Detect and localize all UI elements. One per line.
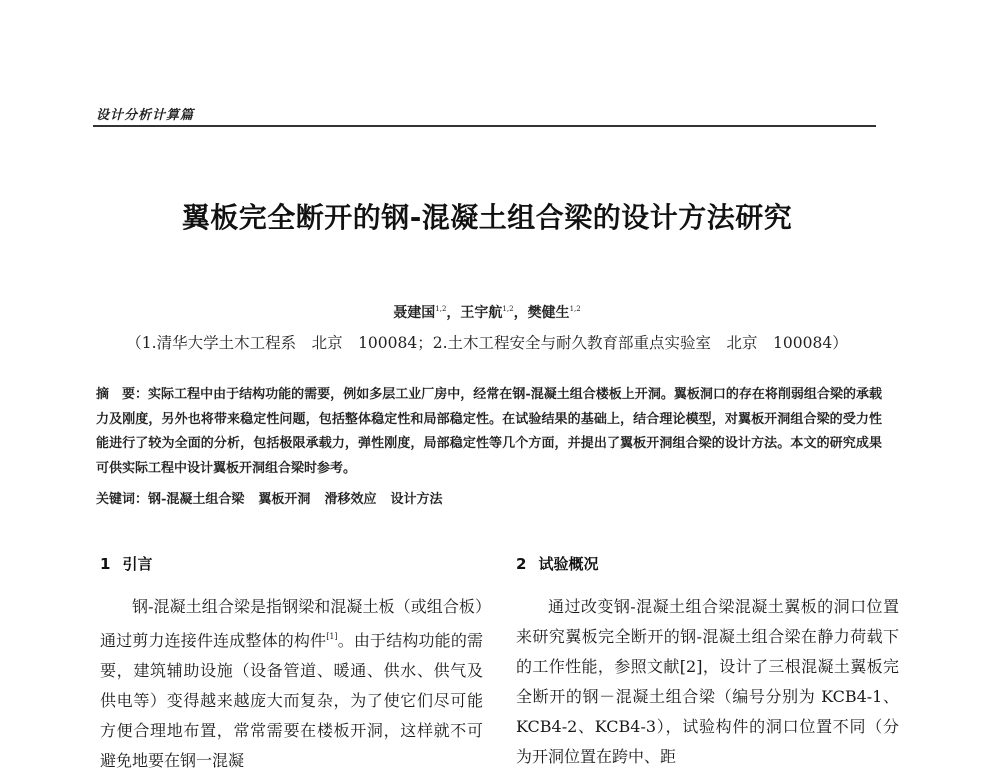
author-name: 樊健生 bbox=[527, 305, 570, 321]
keyword: 钢-混凝土组合梁 bbox=[148, 492, 245, 507]
section-title: 试验概况 bbox=[538, 555, 599, 573]
paragraph-text: 钢-混凝土组合梁是指钢梁和混凝土板（或组合板）通过剪力连接件连成整体的构件 bbox=[100, 597, 483, 650]
affiliation: （1.清华大学土木工程系 北京 100084；2.土木工程安全与耐久教育部重点实验室 北京 100084） bbox=[126, 334, 848, 352]
header-rule bbox=[93, 125, 876, 127]
section-heading-introduction bbox=[100, 553, 152, 574]
section-number: 1 bbox=[100, 555, 111, 573]
body-column-left bbox=[100, 592, 483, 776]
keyword: 翼板开洞 bbox=[258, 492, 311, 507]
author-separator: ， bbox=[513, 305, 528, 321]
running-head: 设计分析计算篇 bbox=[96, 108, 195, 123]
keyword: 设计方法 bbox=[390, 492, 443, 507]
abstract bbox=[96, 383, 882, 481]
author-list bbox=[0, 302, 974, 322]
author-affil-marker: 1,2 bbox=[502, 305, 514, 313]
paragraph bbox=[100, 592, 483, 776]
author-affil-marker: 1,2 bbox=[435, 305, 447, 313]
author-name: 聂建国 bbox=[393, 305, 436, 321]
abstract-label: 摘 要： bbox=[96, 387, 149, 402]
citation-ref: [1] bbox=[326, 632, 338, 641]
paragraph-text: 。由于结构功能的需要，建筑辅助设施（设备管道、暖通、供水、供气及供电等）变得越来越庞大而复杂，为了使它们尽可能方便合理地布置，常常需要在楼板开洞，这样就不可避免地要在钢一混凝 bbox=[100, 631, 483, 770]
paragraph-text: 通过改变钢-混凝土组合梁混凝土翼板的洞口位置来研究翼板完全断开的钢-混凝土组合梁在静力荷载下的工作性能，参照文献[2]，设计了三根混凝土翼板完全断开的钢－混凝土组合梁（编号分别为 KCB4-1、KCB4-2、KCB4-3），试验构件的洞口位置不同（分为开洞位置在跨中、距 bbox=[516, 597, 899, 766]
keyword: 滑移效应 bbox=[324, 492, 377, 507]
keywords-label: 关键词： bbox=[96, 492, 149, 507]
author-affil-marker: 1,2 bbox=[569, 305, 581, 313]
section-heading-test-overview bbox=[516, 553, 598, 574]
author-name: 王宇航 bbox=[460, 305, 503, 321]
section-title: 引言 bbox=[122, 555, 153, 573]
author-separator: ， bbox=[446, 305, 461, 321]
abstract-text: 实际工程中由于结构功能的需要，例如多层工业厂房中，经常在钢-混凝土组合楼板上开洞。翼板洞口的存在将削弱组合梁的承载力及刚度，另外也将带来稳定性问题，包括整体稳定性和局部稳定性。在试验结果的基础上，结合理论模型，对翼板开洞组合梁的受力性能进行了较为全面的分析，包括极限承载力，弹性刚度，局部稳定性等几个方面，并提出了翼板开洞组合梁的设计方法。本文的研究成果可供实际工程中设计翼板开洞组合梁时参考。 bbox=[96, 387, 882, 476]
keywords bbox=[96, 488, 882, 507]
paper-title: 翼板完全断开的钢-混凝土组合梁的设计方法研究 bbox=[181, 201, 793, 234]
section-number: 2 bbox=[516, 555, 527, 573]
body-column-right bbox=[516, 592, 899, 772]
paragraph bbox=[516, 592, 899, 772]
